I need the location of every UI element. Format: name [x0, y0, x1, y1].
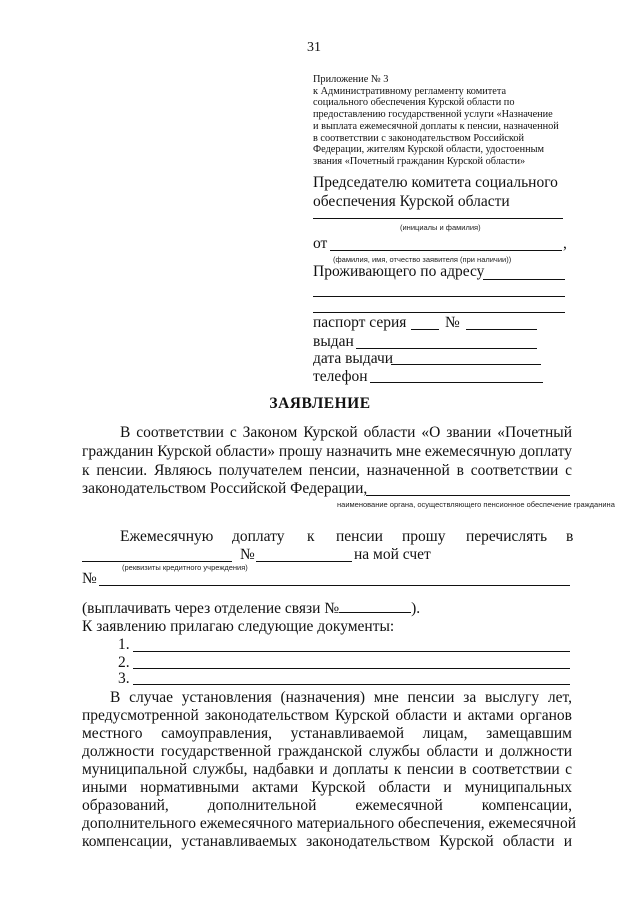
appendix-line: и выплата ежемесячной доплаты к пенсии, назначенной: [313, 120, 559, 132]
attachment-field-2[interactable]: [133, 668, 570, 669]
address-field-3[interactable]: [313, 312, 565, 313]
intro-line: гражданин Курской области» прошу назначить мне ежемесячную доплату: [82, 443, 572, 460]
final-line: предусмотренной законодательством Курской области и актами органов: [82, 707, 572, 724]
final-line: иными нормативными актами Курской области и муниципальных: [82, 779, 572, 796]
from-comma: ,: [563, 235, 567, 252]
post-office-text: [82, 600, 420, 618]
appendix-line: в соответствии с законодательством Российской: [313, 132, 525, 144]
document-title: ЗАЯВЛЕНИЕ: [269, 395, 371, 412]
issue-date-label: дата выдачи: [313, 350, 394, 367]
attachment-field-1[interactable]: [133, 651, 570, 652]
appendix-line: предоставлению государственной услуги «Назначение: [313, 109, 553, 121]
transfer-word: к: [307, 528, 315, 545]
residing-label: Проживающего по адресу: [313, 263, 485, 280]
attachment-field-3[interactable]: [133, 684, 570, 685]
intro-line: законодательством Российской Федерации,: [82, 480, 368, 497]
appendix-line: социального обеспечения Курской области по: [313, 97, 515, 109]
appendix-header: [313, 74, 559, 168]
address-field-2[interactable]: [313, 296, 565, 297]
bank-details-field[interactable]: [82, 561, 232, 562]
org-caption: наименование органа, осуществляющего пенсионное обеспечение гражданина: [337, 500, 615, 509]
final-line: компенсации, устанавливаемых законодательством Курской области и: [82, 833, 572, 850]
final-line: В случае установления (назначения) мне пенсии за выслугу лет,: [110, 689, 572, 706]
issued-label: выдан: [313, 333, 354, 350]
bank-caption: (реквизиты кредитного учреждения): [122, 563, 248, 572]
appendix-line: Приложение № 3: [313, 74, 389, 85]
account-number-field[interactable]: [99, 585, 570, 586]
phone-field[interactable]: [370, 382, 543, 383]
initials-caption: (инициалы и фамилия): [400, 223, 481, 232]
addressee-line-1: Председателю комитета социального: [313, 174, 558, 191]
bank-number-field[interactable]: [256, 561, 352, 562]
intro-line: В соответствии с Законом Курской области «О звании «Почетный: [120, 424, 572, 441]
passport-series-label: паспорт серия: [313, 314, 407, 331]
applicant-caption: (фамилия, имя, отчество заявителя (при наличии)): [333, 255, 512, 264]
final-line: дополнительного ежемесячного материального обеспечения, ежемесячной: [82, 815, 577, 832]
final-line: муниципальной службы, надбавки и доплаты к пенсии в соответствии с: [82, 761, 572, 778]
transfer-word: доплату: [232, 528, 285, 545]
applicant-name-field[interactable]: [330, 250, 562, 251]
transfer-word: прошу: [402, 528, 446, 545]
page-number: 31: [307, 40, 321, 55]
appendix-line: Федерации, жителям Курской области, удостоенным: [313, 144, 545, 156]
transfer-word: в: [566, 528, 574, 545]
bank-number-label: №: [240, 546, 255, 563]
account-number-label: №: [82, 570, 97, 587]
passport-number-field[interactable]: [466, 329, 537, 330]
passport-number-label: №: [445, 314, 460, 331]
transfer-word: пенсии: [336, 528, 383, 545]
issued-field[interactable]: [356, 348, 537, 349]
initials-field[interactable]: [313, 218, 563, 219]
issue-date-field[interactable]: [391, 364, 541, 365]
post-office-prefix: (выплачивать через отделение связи №: [82, 600, 340, 617]
phone-label: телефон: [313, 368, 368, 385]
pension-org-field[interactable]: [366, 495, 570, 496]
attachment-number: 2.: [118, 654, 130, 671]
final-line: местного самоуправления, устанавливаемой лицам, замещавшим: [82, 725, 572, 742]
transfer-word: Ежемесячную: [120, 528, 214, 545]
attachment-number: 1.: [118, 636, 130, 653]
account-label: на мой счет: [354, 546, 431, 563]
appendix-line: к Административному регламенту комитета: [313, 85, 507, 97]
final-line: образований, дополнительной ежемесячной компенсации,: [82, 797, 572, 814]
final-line: должности государственной гражданской службы области и должности: [82, 743, 572, 760]
from-label: от: [313, 235, 328, 252]
address-field-1[interactable]: [483, 279, 565, 280]
passport-series-field[interactable]: [411, 329, 439, 330]
post-office-suffix: ).: [411, 600, 421, 617]
addressee-line-2: обеспечения Курской области: [313, 193, 510, 210]
transfer-word: перечислять: [466, 528, 548, 545]
attachments-heading: К заявлению прилагаю следующие документы:: [82, 618, 395, 635]
attachment-number: 3.: [118, 670, 130, 687]
appendix-line: звания «Почетный гражданин Курской области»: [313, 155, 526, 167]
post-office-field[interactable]: [339, 600, 411, 613]
intro-line: к пенсии. Являюсь получателем пенсии, назначенной в соответствии с: [82, 462, 572, 479]
